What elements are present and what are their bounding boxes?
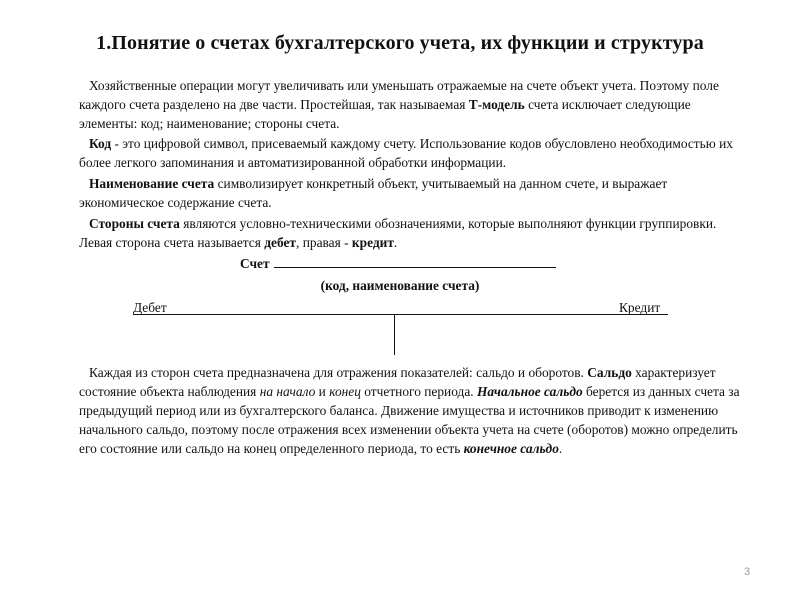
- account-blank-line: [274, 254, 556, 268]
- text: - это цифровой символ, присеваемый каждому счету. Использование кодов обусловлено необходимостью их более легкого запоминания и автоматизированной обработки информации.: [79, 136, 733, 170]
- term-closing-balance: конечное сальдо: [463, 441, 559, 456]
- text: и: [315, 384, 330, 399]
- account-label: Счет: [240, 256, 270, 271]
- term-code: Код: [89, 136, 112, 151]
- debit-side-label: Дебет: [133, 300, 167, 315]
- term-account-sides: Стороны счета: [89, 216, 180, 231]
- slide-title: 1.Понятие о счетах бухгалтерского учета, их функции и структура: [96, 32, 704, 54]
- account-code-name-label: (код, наименование счета): [320, 278, 480, 293]
- text: Хозяйственные операции могут увеличивать или уменьшать отражаемые на счете объект учета. Поэтому поле каждого счета разделено на две части. Простейшая, так называемая: [79, 78, 719, 112]
- credit-side-label: Кредит: [619, 300, 661, 315]
- t-account-horizontal-line: [133, 314, 668, 315]
- text: отчетного периода.: [360, 384, 477, 399]
- text: Каждая из сторон счета предназначена для отражения показателей: сальдо и оборотов.: [89, 365, 588, 380]
- term-start: на начало: [259, 384, 316, 399]
- text: характеризует состояние объекта наблюдения: [79, 365, 716, 399]
- term-opening-balance: Начальное сальдо: [476, 384, 583, 399]
- paragraph-account-name: [79, 174, 744, 212]
- paragraph-account-sides: [79, 214, 744, 252]
- t-account-header: [240, 254, 556, 273]
- slide-number: 3: [744, 566, 751, 578]
- term-end: конец: [329, 384, 361, 399]
- text: являются условно-техническими обозначениями, которые выполняют функции группировки. Левая сторона счета называется: [79, 216, 717, 250]
- paragraph-code: [79, 134, 744, 172]
- text: символизирует конкретный объект, учитываемый на данном счете, и выражает экономическое содержание счета.: [79, 176, 668, 210]
- term-t-model: Т-модель: [468, 97, 525, 112]
- text: , правая -: [296, 235, 352, 250]
- t-account-vertical-line: [394, 315, 395, 355]
- term-account-name: Наименование счета: [89, 176, 215, 191]
- text: счета исключает следующие элементы: код; наименование; стороны счета.: [79, 97, 691, 131]
- term-saldo: Сальдо: [587, 365, 632, 380]
- paragraph-business-operations: [79, 76, 744, 133]
- text: .: [393, 235, 398, 250]
- text: берется из данных счета за предыдущий период или из бухгалтерского баланса. Движение имущества и источников приводит к изменению начального сальдо, поэтому после отражения всех изменении объекта учета на счете (оборотов) можно определить его состояние или сальдо на конец определенного периода, то есть: [79, 384, 740, 456]
- term-credit: кредит: [351, 235, 394, 250]
- paragraph-balance: [79, 363, 744, 458]
- text: .: [558, 441, 563, 456]
- term-debit: дебет: [264, 235, 297, 250]
